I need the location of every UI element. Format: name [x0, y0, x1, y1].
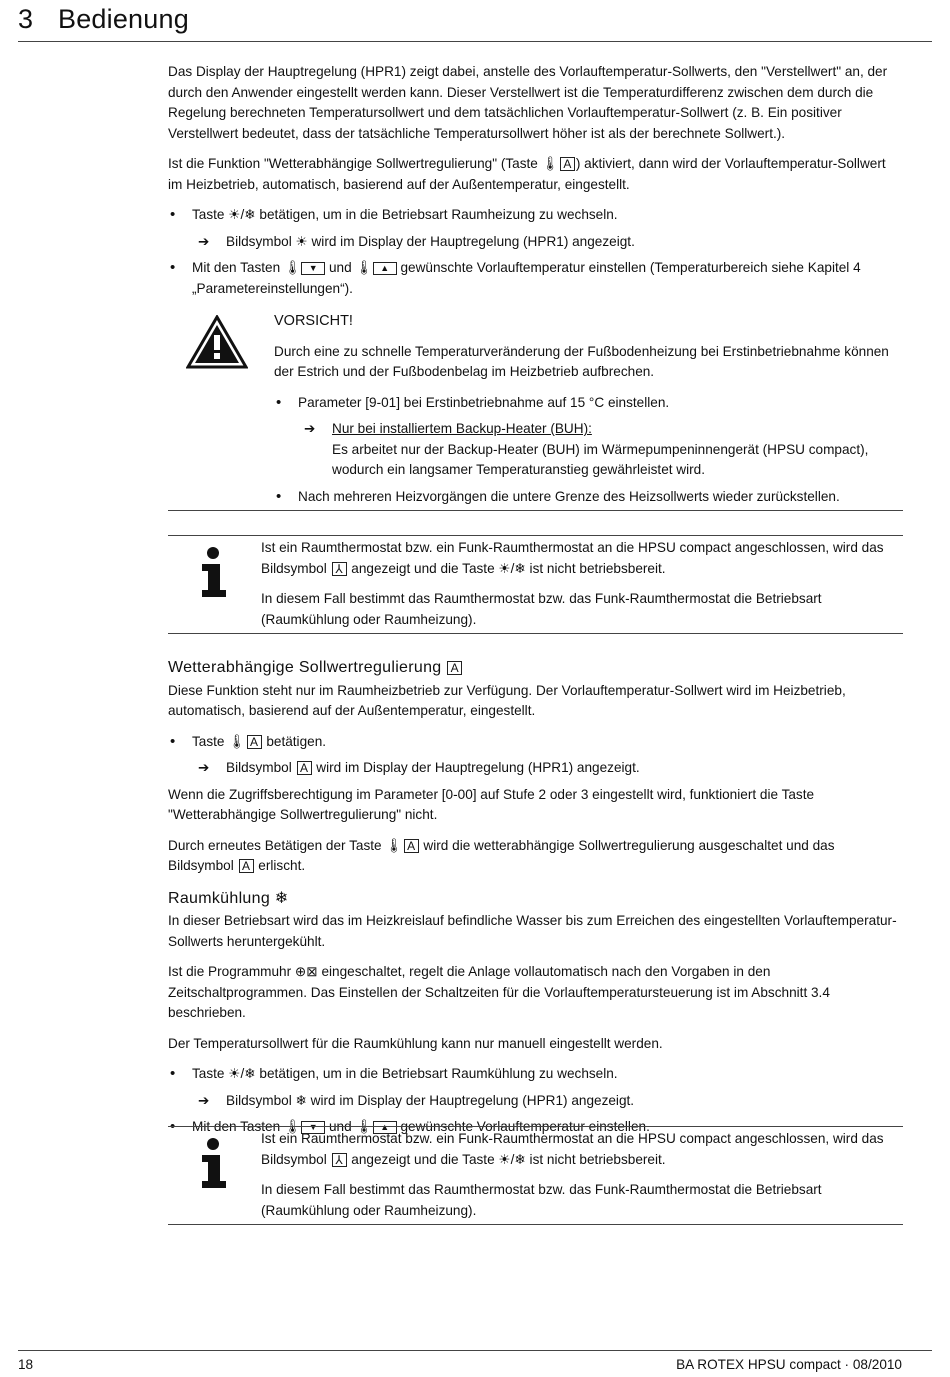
sun-icon: ☀: [498, 1151, 511, 1167]
caution-box: [168, 311, 903, 513]
up-key-icon: ▲: [373, 262, 397, 275]
cooling-paragraph-2: Ist die Programmuhr ⊕⊠ eingeschaltet, regelt die Anlage vollautomatisch nach den Vorgaben in den Zeitschaltprogrammen. Das Einstellen der Schaltzeiten für die Vorlauftemperatursteuerung ist im Abschnitt 3.4 beschrieben.: [168, 964, 830, 1020]
room-thermostat-icon: ⅄: [332, 1153, 347, 1167]
info-icon: [198, 1137, 232, 1194]
header-rule: [18, 41, 932, 42]
thermometer-icon: 🌡: [541, 156, 559, 171]
weather-title: Wetterabhängige Sollwertregulierung A: [168, 658, 903, 679]
cooling-bullet-1: • Taste ☀/❄ betätigen, um in die Betriebsart Raumkühlung zu wechseln.: [168, 1064, 903, 1085]
thermometer-icon: 🌡: [283, 1119, 302, 1134]
down-key-icon: ▼: [301, 1121, 325, 1134]
sun-icon: ☀: [228, 207, 241, 222]
auto-mode-icon: A: [404, 839, 419, 853]
down-key-icon: ▼: [301, 262, 325, 275]
cooling-paragraph-3: Der Temperatursollwert für die Raumkühlung kann nur manuell eingestellt werden.: [168, 1035, 663, 1051]
document-title: BA ROTEX HPSU compact · 08/2010: [676, 1357, 902, 1372]
weather-result: ➔ Bildsymbol A wird im Display der Hauptregelung (HPR1) angezeigt.: [168, 758, 903, 779]
footer-rule: [18, 1350, 932, 1351]
clock-program-icon: ⊕⊠: [294, 964, 318, 979]
chapter-number: 3: [18, 4, 34, 34]
intro-paragraph-2: Ist die Funktion "Wetterabhängige Sollwertregulierung" (Taste 🌡 A ) aktiviert, dann wird der Vorlauftemperatur-Sollwert im Heizbetrieb, automatisch, basierend auf der Außentemperatur, eingestellt.: [168, 156, 886, 192]
thermometer-icon: 🌡: [228, 733, 246, 749]
snowflake-icon: ❄: [244, 207, 256, 222]
info-1-paragraph-1: Ist ein Raumthermostat bzw. ein Funk-Raumthermostat an die HPSU compact angeschlossen, wird das Bildsymbol ⅄ angezeigt und die Taste ☀/❄ ist nicht betriebsbereit.: [261, 540, 884, 576]
auto-mode-icon: A: [560, 157, 575, 171]
auto-mode-icon: A: [247, 735, 262, 749]
caution-text: Durch eine zu schnelle Temperaturveränderung der Fußbodenheizung bei Erstinbetriebnahme können der Estrich und der Fußbodenbelag im Heizbetrieb aufbrechen.: [274, 343, 889, 379]
snowflake-icon: ❄: [244, 1066, 256, 1081]
thermometer-icon: 🌡: [355, 260, 373, 275]
intro-paragraph-1: Das Display der Hauptregelung (HPR1) zeigt dabei, anstelle des Vorlauftemperatur-Sollwerts, den "Verstellwert" an, der durch den Anwender eingestellt werden kann. Dieser Verstellwert ist die Temperaturdifferenz zwischen dem durch die Regelung berechneten Temperatursollwert und dem tatsächlichen Vorlauftemperatur-Sollwert (z. B. Ein positiver Verstellwert bedeutet, dass der tatsächliche Temperatursollwert höher ist als der berechnete Sollwert.).: [168, 64, 888, 141]
auto-mode-icon: A: [239, 859, 254, 873]
info-1-paragraph-2: In diesem Fall bestimmt das Raumthermostat bzw. das Funk-Raumthermostat die Betriebsart (Raumkühlung oder Raumheizung).: [261, 591, 822, 627]
arrow-right-icon: ➔: [198, 1092, 210, 1108]
caution-result-text: Es arbeitet nur der Backup-Heater (BUH) im Wärmepumpeninnengerät (HPSU compact), wodurch ein langsamer Temperaturanstieg gewährleistet wird.: [332, 441, 869, 477]
caution-title: VORSICHT!: [274, 313, 353, 329]
info-2-paragraph-2: In diesem Fall bestimmt das Raumthermostat bzw. das Funk-Raumthermostat die Betriebsart (Raumkühlung oder Raumheizung).: [261, 1182, 822, 1218]
arrow-right-icon: ➔: [304, 421, 316, 436]
weather-bullet: • Taste 🌡 A betätigen.: [168, 732, 903, 753]
thermometer-icon: 🌡: [283, 260, 302, 275]
caution-bullet-1: • Parameter [9-01] bei Erstinbetriebnahme auf 15 °C einstellen.: [274, 393, 903, 414]
cooling-title: Raumkühlung ❄: [168, 889, 289, 907]
info-icon: [198, 546, 232, 603]
snowflake-icon: ❄: [274, 889, 289, 907]
info-box-1: [168, 535, 903, 634]
caution-result-title: Nur bei installiertem Backup-Heater (BUH):: [332, 421, 592, 436]
caution-result: [274, 419, 903, 481]
cooling-result: ➔ Bildsymbol ❄ wird im Display der Hauptregelung (HPR1) angezeigt.: [168, 1091, 903, 1112]
cooling-paragraph-1: In dieser Betriebsart wird das im Heizkreislauf befindliche Wasser bis zum Erreichen des eingestellten Vorlauftemperatur-Sollwerts heruntergekühlt.: [168, 913, 897, 949]
weather-paragraph-3: Durch erneutes Betätigen der Taste 🌡 A wird die wetterabhängige Sollwertregulierung ausgeschaltet und das Bildsymbol A erlischt.: [168, 837, 835, 874]
up-key-icon: ▲: [373, 1121, 397, 1134]
thermometer-icon: 🌡: [385, 837, 403, 853]
room-thermostat-icon: ⅄: [332, 562, 347, 576]
thermometer-icon: 🌡: [355, 1119, 373, 1134]
caution-rule: [168, 510, 903, 511]
info-2-paragraph-1: Ist ein Raumthermostat bzw. ein Funk-Raumthermostat an die HPSU compact angeschlossen, wird das Bildsymbol ⅄ angezeigt und die Taste ☀/❄ ist nicht betriebsbereit.: [261, 1131, 884, 1167]
snowflake-icon: ❄: [514, 560, 526, 576]
sun-icon: ☀: [295, 233, 308, 249]
auto-mode-icon: A: [297, 761, 312, 775]
auto-mode-icon: A: [447, 661, 462, 675]
chapter-header: [18, 4, 189, 35]
bullet-switch-heating: • Taste ☀/❄ betätigen, um in die Betriebsart Raumheizung zu wechseln.: [168, 205, 903, 226]
info-box-2: [168, 1126, 903, 1225]
weather-paragraph-2: Wenn die Zugriffsberechtigung im Parameter [0-00] auf Stufe 2 oder 3 eingestellt wird, funktioniert die Taste "Wetterabhängige Sollwertregulierung" nicht.: [168, 786, 815, 822]
chapter-title: Bedienung: [58, 4, 189, 34]
sun-icon: ☀: [228, 1066, 241, 1081]
result-heating-symbol: ➔ Bildsymbol ☀ wird im Display der Hauptregelung (HPR1) angezeigt.: [168, 232, 903, 253]
bullet-set-temperature: • Mit den Tasten 🌡 ▼ und 🌡 ▲ gewünschte Vorlauftemperatur einstellen (Temperaturbereich siehe Kapitel 4 „Parametereinstellungen“).: [168, 258, 903, 299]
arrow-right-icon: ➔: [198, 233, 210, 249]
snowflake-icon: ❄: [514, 1151, 526, 1167]
warning-triangle-icon: [186, 315, 248, 374]
sun-icon: ☀: [498, 560, 511, 576]
intro-section: [168, 62, 903, 305]
weather-paragraph-1: Diese Funktion steht nur im Raumheizbetrieb zur Verfügung. Der Vorlauftemperatur-Sollwert wird im Heizbetrieb, automatisch, basierend auf der Außentemperatur, eingestellt.: [168, 682, 846, 718]
cooling-bullet-2: • Mit den Tasten 🌡 ▼ und 🌡 ▲ gewünschte Vorlauftemperatur einstellen.: [168, 1117, 903, 1138]
caution-bullet-2: • Nach mehreren Heizvorgängen die untere Grenze des Heizsollwerts wieder zurückstellen.: [274, 487, 903, 508]
weather-section: [168, 648, 903, 1144]
page-number: 18: [18, 1357, 34, 1372]
arrow-right-icon: ➔: [198, 760, 210, 775]
snowflake-icon: ❄: [295, 1092, 307, 1108]
